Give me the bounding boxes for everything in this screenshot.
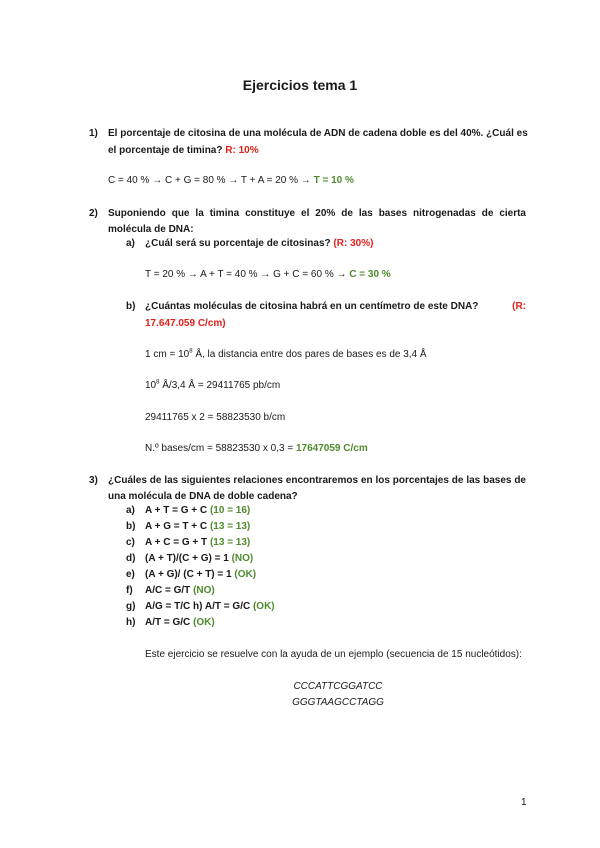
question-2b-answer-part1: (R: <box>512 301 526 312</box>
question-1-text: el porcentaje de timina? <box>108 145 223 156</box>
question-2b-answer-part2: 17.647.059 C/cm) <box>145 318 226 329</box>
item-text: (A + T)/(C + G) = 1 (NO) <box>145 553 254 564</box>
item-letter: c) <box>126 537 135 548</box>
item-letter: g) <box>126 601 136 612</box>
question-1-calc: C = 40 % → C + G = 80 % → T + A = 20 % → <box>108 175 311 186</box>
question-1-line1: El porcentaje de citosina de una molécula de ADN de cadena doble es del 40%. ¿Cuál es <box>108 128 528 139</box>
question-2-line1: Suponiendo que la timina constituye el 20% de las bases nitrogenadas de cierta <box>108 208 526 219</box>
item-result: (OK) <box>234 569 257 580</box>
page-title: Ejercicios tema 1 <box>242 77 358 93</box>
item-text: A + G = T + C (13 = 13) <box>145 521 251 532</box>
question-2b-step4 <box>145 443 368 454</box>
question-1-calc-result: T = 10 % <box>313 175 354 186</box>
item-text: A/G = T/C h) A/T = G/C (OK) <box>145 601 275 612</box>
explanation-text: Este ejercicio se resuelve con la ayuda de un ejemplo (secuencia de 15 nucleótidos): <box>145 649 522 660</box>
question-2b-step1 <box>145 349 427 360</box>
item-result: (13 = 13) <box>209 537 251 548</box>
item-result: (OK) <box>193 617 215 628</box>
question-2b-text: ¿Cuántas moléculas de citosina habrá en un centímetro de este DNA? <box>145 301 479 312</box>
question-2a-calc-result: C = 30 % <box>349 269 391 280</box>
step1-exponent: 8 <box>189 348 193 355</box>
step4-text: N.º bases/cm = 58823530 x 0,3 = <box>145 443 294 454</box>
step2-pre: 10 <box>145 380 157 391</box>
item-result: (NO) <box>193 585 215 596</box>
question-2b-step2 <box>145 380 280 391</box>
item-letter: b) <box>126 521 136 532</box>
item-text: A + C = G + T (13 = 13) <box>145 537 251 548</box>
question-3-line2: una molécula de DNA de doble cadena? <box>108 491 298 502</box>
question-3-number: 3) <box>89 475 98 486</box>
step1-post: Å, la distancia entre dos pares de bases es de 3,4 Å <box>192 349 427 360</box>
question-2a-calc: T = 20 % → A + T = 40 % → G + C = 60 % → <box>145 269 347 280</box>
question-2-line2: molécula de DNA: <box>108 224 194 235</box>
question-1-answer: R: 10% <box>225 145 259 156</box>
question-1-calculation <box>108 175 354 186</box>
question-2b-step3: 29411765 x 2 = 58823530 b/cm <box>145 412 286 423</box>
question-3-line1: ¿Cuáles de las siguientes relaciones encontraremos en los porcentajes de las bases de <box>108 475 526 486</box>
item-text: A/T = G/C (OK) <box>145 617 215 628</box>
question-2a-calculation <box>145 269 391 280</box>
question-2a-letter: a) <box>126 238 135 249</box>
item-letter: a) <box>126 505 135 516</box>
question-1-line2 <box>108 145 259 156</box>
question-2a-answer: (R: 30%) <box>333 238 374 249</box>
sequence-strand-1: CCCATTCGGATCC <box>293 681 383 692</box>
item-text: A/C = G/T (NO) <box>145 585 215 596</box>
step4-result: 17647059 C/cm <box>295 443 368 454</box>
item-result: (10 = 16) <box>209 505 251 516</box>
question-2b-line1 <box>145 301 526 312</box>
question-2b-letter: b) <box>126 301 136 312</box>
question-2a-text: ¿Cuál será su porcentaje de citosinas? <box>145 238 331 249</box>
item-text: (A + G)/ (C + T) = 1 (OK) <box>145 569 257 580</box>
item-letter: h) <box>126 617 136 628</box>
question-2a-line <box>145 238 373 249</box>
item-letter: e) <box>126 569 135 580</box>
item-letter: f) <box>126 585 133 596</box>
step1-pre: 1 cm = 10 <box>145 349 190 360</box>
item-result: (NO) <box>231 553 254 564</box>
question-2-number: 2) <box>89 208 98 219</box>
question-1-number: 1) <box>89 128 98 139</box>
item-result: (OK) <box>252 601 275 612</box>
sequence-strand-2: GGGTAAGCCTAGG <box>292 697 384 708</box>
step2-post: Å/3,4 Å = 29411765 pb/cm <box>159 380 281 391</box>
page-number: 1 <box>521 797 527 808</box>
step2-exponent: 8 <box>156 379 160 386</box>
item-text: A + T = G + C (10 = 16) <box>145 505 251 516</box>
item-letter: d) <box>126 553 136 564</box>
item-result: (13 = 13) <box>209 521 251 532</box>
